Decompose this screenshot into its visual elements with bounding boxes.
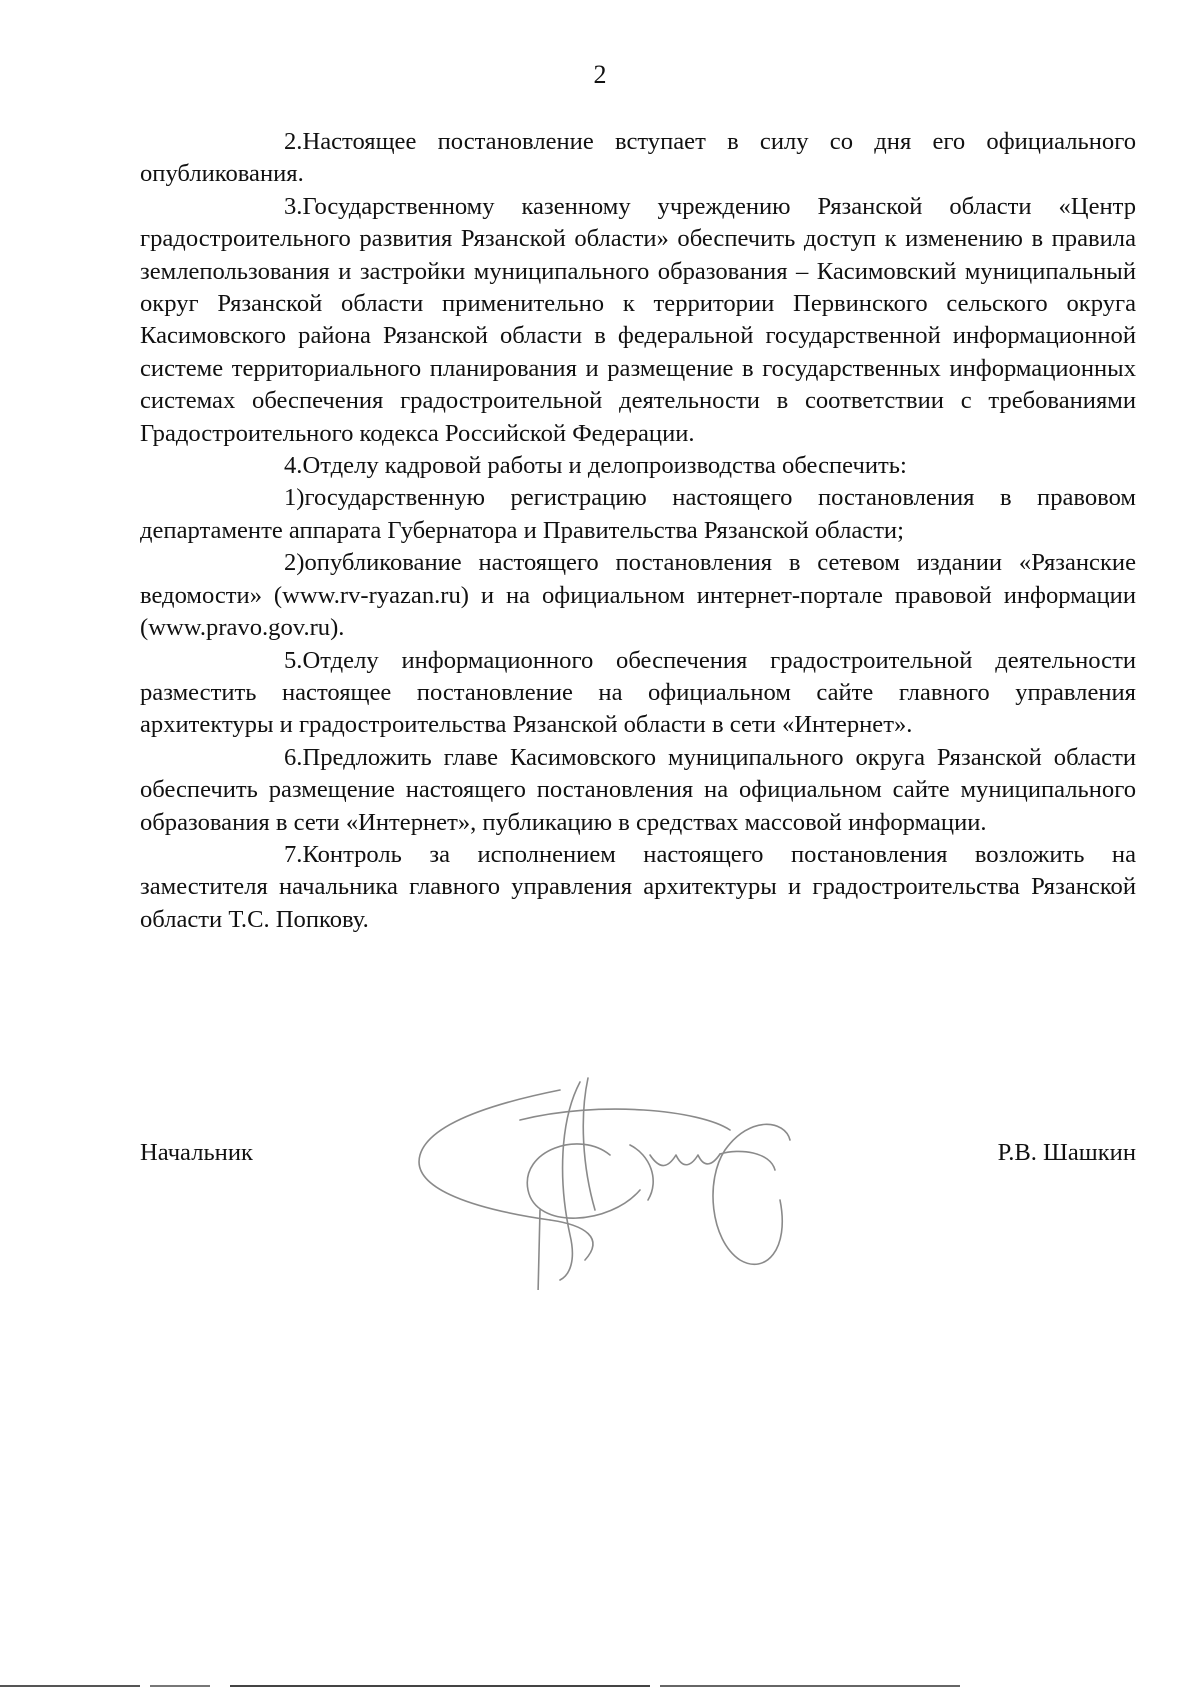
paragraph-4: [140, 450, 1136, 482]
document-body: [140, 126, 1136, 936]
paragraph-6: [140, 742, 1136, 839]
paragraph-number: 2.: [284, 128, 303, 155]
subparagraph-1: [140, 482, 1136, 547]
paragraph-text: Предложить главе Касимовского муниципального округа Рязанской области обеспечить размещение настоящего постановления на официальном сайте муниципального образования в сети «Интернет», публикацию в средствах массовой информации.: [140, 743, 1136, 836]
handwritten-signature: [410, 1060, 810, 1290]
paragraph-text: Настоящее постановление вступает в силу со дня его официального опубликования.: [140, 128, 1136, 188]
paragraph-5: [140, 645, 1136, 742]
paragraph-number: 4.: [284, 452, 303, 480]
paragraph-number: 5.: [284, 646, 303, 674]
paragraph-7: [140, 839, 1136, 936]
paragraph-text: Государственному казенному учреждению Рязанской области «Центр градостроительного развития Рязанской области» обеспечить доступ к изменению в правила землепользования и застройки муниципального образования – Касимовский муниципальный округ Рязанской области применительно к территории Первинского сельского округа Касимовского района Рязанской области в федеральной государственной информационной системе территориального планирования и размещение в государственных информационных системах обеспечения градостроительной деятельности в соответствии с требованиями Градостроительного кодекса Российской Федерации.: [140, 192, 1136, 447]
signature-line: [140, 1137, 1136, 1171]
page-number: 2: [593, 60, 607, 89]
scan-edge-line: [0, 1683, 1200, 1689]
paragraph-text: государственную регистрацию настоящего постановления в правовом департаменте аппарата Губернатора и Правительства Рязанской области;: [140, 484, 1136, 544]
paragraph-text: Отделу информационного обеспечения градостроительной деятельности разместить настоящее постановление на официальном сайте главного управления архитектуры и градостроительства Рязанской области в сети «Интернет».: [140, 646, 1136, 739]
signatory-title: Начальник: [140, 1139, 253, 1166]
paragraph-text: опубликование настоящего постановления в сетевом издании «Рязанские ведомости» (www.rv-ryazan.ru) и на официальном интернет-портале правовой информации (www.pravo.gov.ru).: [140, 549, 1136, 642]
paragraph-2: [140, 126, 1136, 191]
subparagraph-2: [140, 547, 1136, 644]
paragraph-text: Отделу кадровой работы и делопроизводства обеспечить:: [302, 452, 907, 480]
paragraph-number: 6.: [284, 743, 303, 771]
paragraph-number: 2): [284, 549, 305, 577]
paragraph-text: Контроль за исполнением настоящего постановления возложить на заместителя начальника главного управления архитектуры и градостроительства Рязанской области Т.С. Попкову.: [140, 840, 1136, 933]
paragraph-3: [140, 191, 1136, 450]
paragraph-number: 7.: [284, 840, 303, 868]
paragraph-number: 3.: [284, 192, 303, 220]
signatory-name: Р.В. Шашкин: [997, 1139, 1136, 1166]
paragraph-number: 1): [284, 484, 305, 512]
